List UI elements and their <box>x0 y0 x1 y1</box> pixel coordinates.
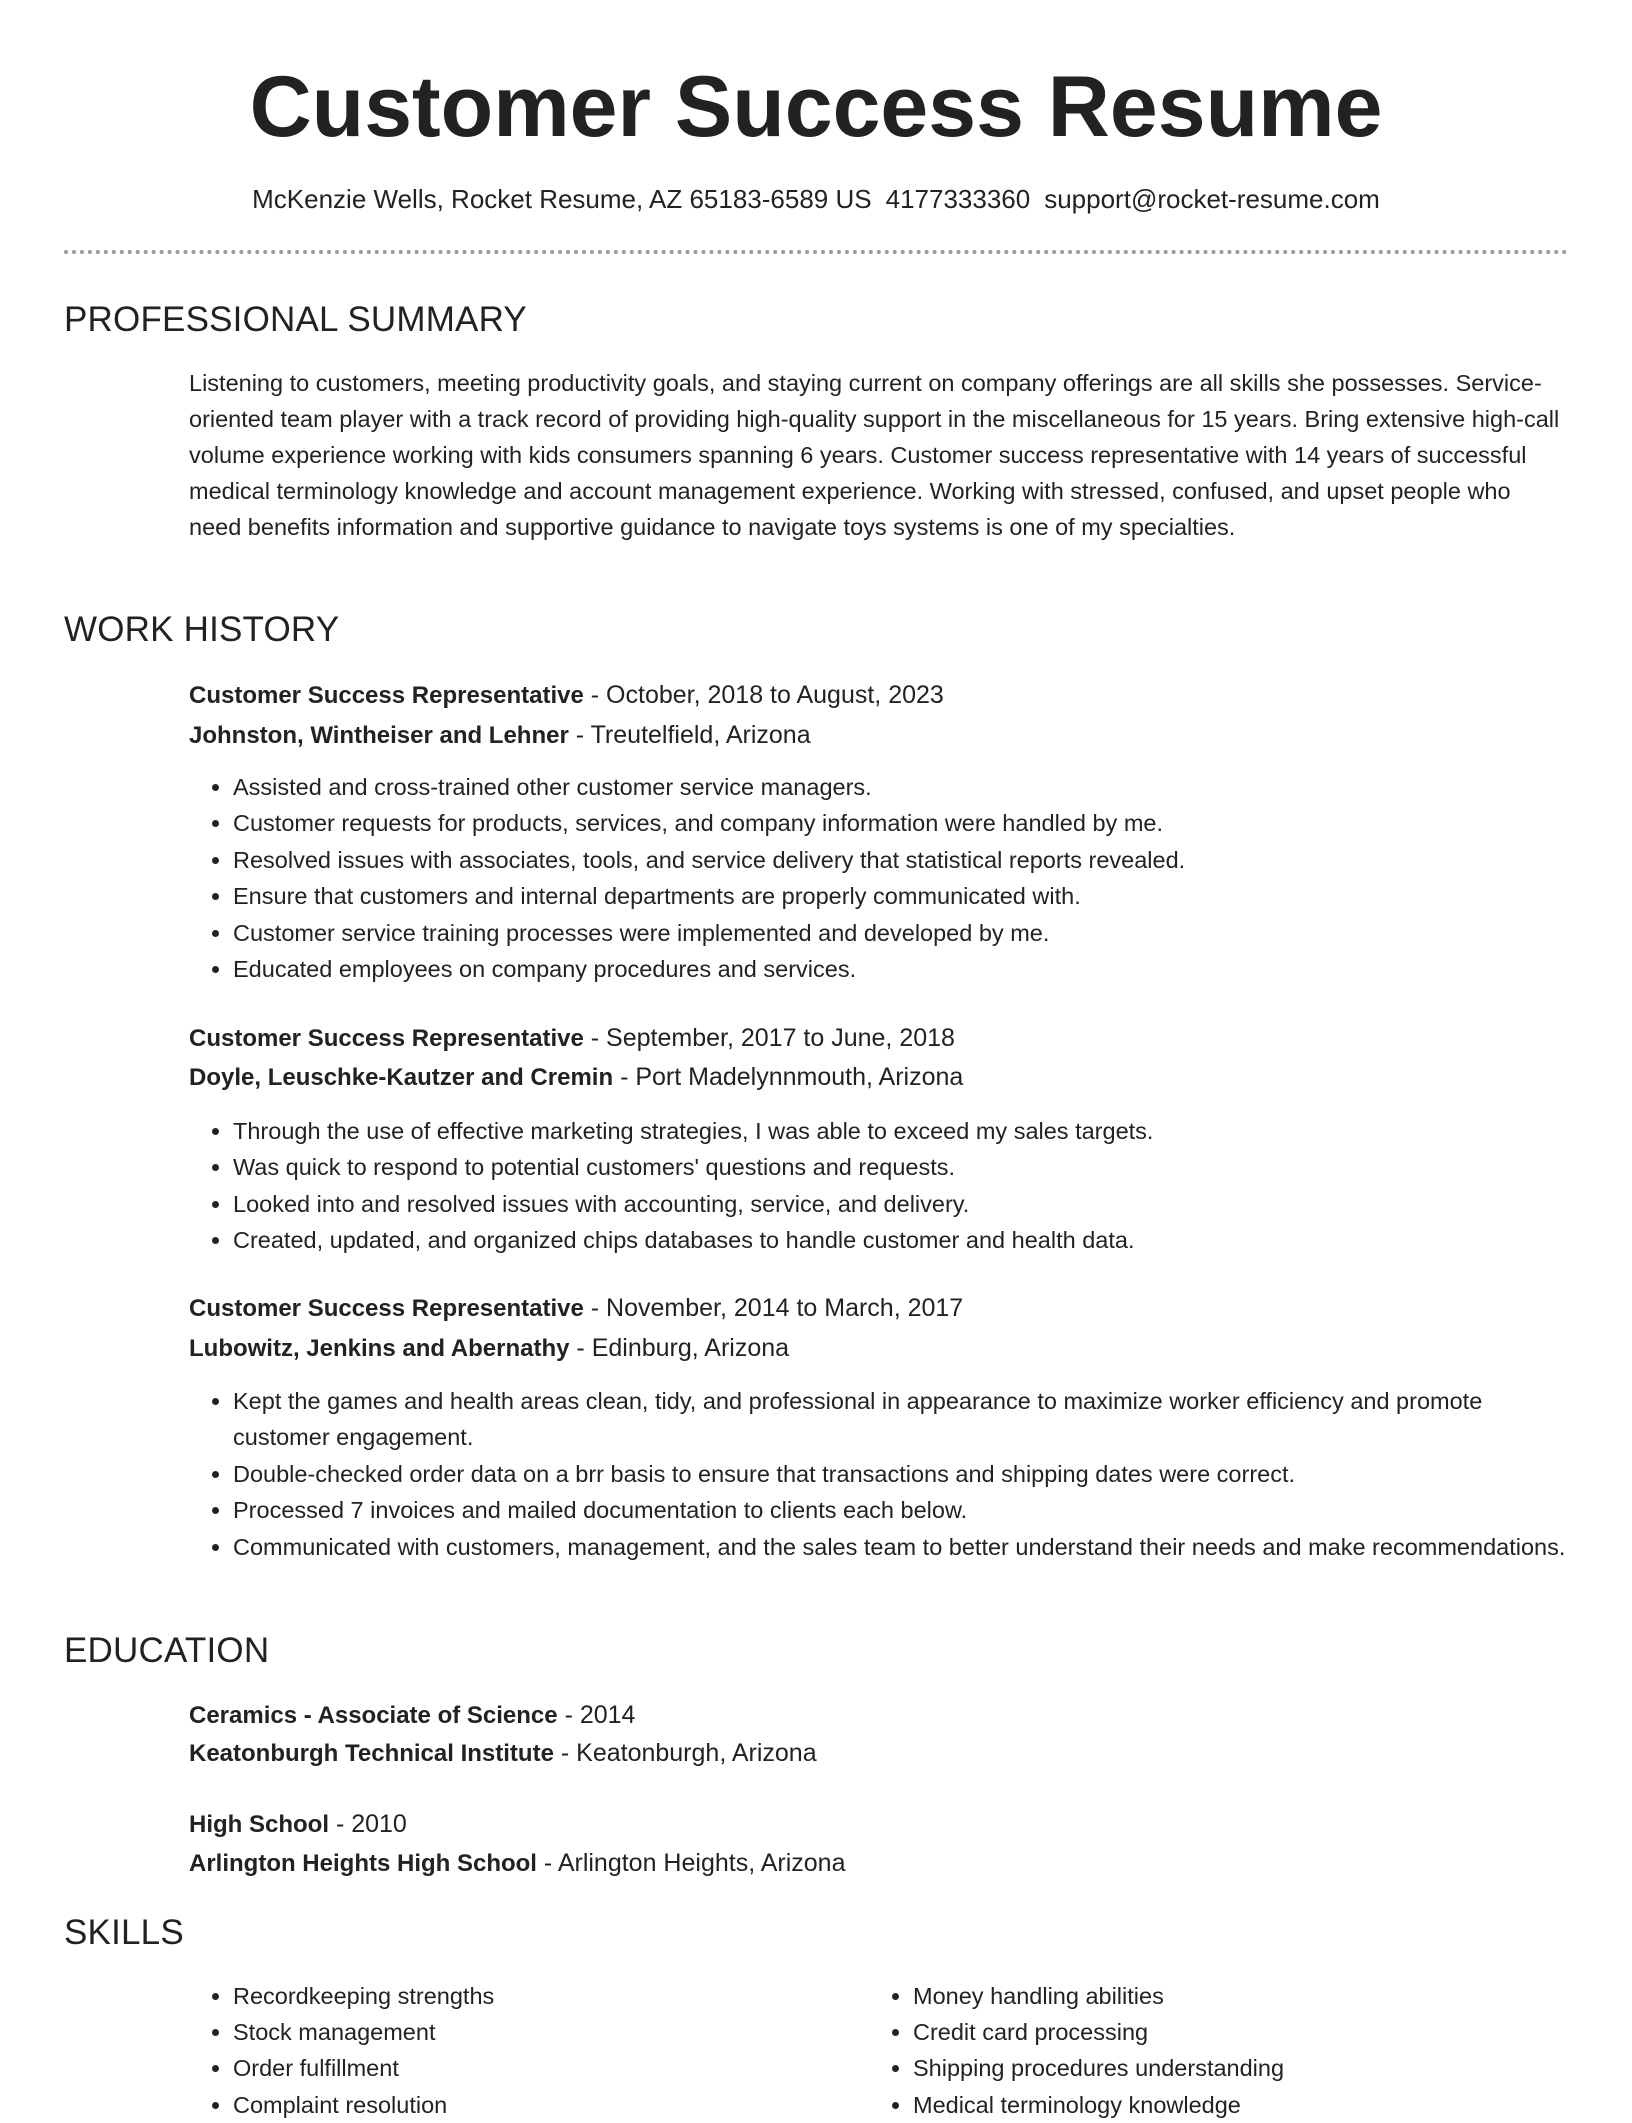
job-company-line <box>189 1060 963 1095</box>
work-history-heading: WORK HISTORY <box>64 610 340 649</box>
job-location: - Port Madelynnmouth, Arizona <box>613 1063 964 1091</box>
skills-list-right <box>869 1978 1489 2123</box>
skill-item: • Order fulfillment <box>233 2050 809 2086</box>
summary-heading: PROFESSIONAL SUMMARY <box>64 300 527 339</box>
list-item: • Customer requests for products, services, and company information were handled by me. <box>233 805 1569 841</box>
list-item: • Looked into and resolved issues with accounting, service, and delivery. <box>233 1186 1569 1222</box>
list-item: • Was quick to respond to potential customers' questions and requests. <box>233 1149 1569 1185</box>
job-company: Doyle, Leuschke-Kautzer and Cremin <box>189 1064 614 1091</box>
job-bullets <box>189 1383 1569 1565</box>
education-school: Arlington Heights High School <box>189 1850 537 1877</box>
education-location: - Keatonburgh, Arizona <box>553 1739 817 1767</box>
job-bullets <box>189 769 1569 987</box>
education-heading: EDUCATION <box>64 1631 270 1670</box>
education-degree: Ceramics - Associate of Science <box>189 1702 558 1729</box>
job-dates: - October, 2018 to August, 2023 <box>583 681 944 709</box>
education-degree: High School <box>189 1811 329 1838</box>
skill-item: • Credit card processing <box>913 2014 1489 2050</box>
list-item: • Customer service training processes were implemented and developed by me. <box>233 915 1569 951</box>
job-title-line <box>189 678 944 713</box>
skill-item: • Money handling abilities <box>913 1978 1489 2014</box>
job-title: Customer Success Representative <box>189 1295 584 1322</box>
skills-list-left <box>189 1978 809 2123</box>
education-year: - 2010 <box>329 1810 407 1838</box>
list-item: • Educated employees on company procedures and services. <box>233 951 1569 987</box>
list-item: • Resolved issues with associates, tools, and service delivery that statistical reports revealed. <box>233 842 1569 878</box>
job-company-line <box>189 718 811 753</box>
job-company: Johnston, Wintheiser and Lehner <box>189 722 569 749</box>
resume-title: Customer Success Resume <box>249 59 1383 155</box>
job-bullets <box>189 1113 1569 1259</box>
job-dates: - September, 2017 to June, 2018 <box>583 1024 955 1052</box>
education-year: - 2014 <box>557 1701 636 1729</box>
list-item: • Processed 7 invoices and mailed documentation to clients each below. <box>233 1492 1569 1528</box>
skill-item: • Recordkeeping strengths <box>233 1978 809 2014</box>
list-item: • Created, updated, and organized chips databases to handle customer and health data. <box>233 1222 1569 1258</box>
education-degree-line <box>189 1807 407 1842</box>
job-title-line <box>189 1021 955 1056</box>
contact-address: McKenzie Wells, Rocket Resume, AZ 65183-6589 US <box>252 184 872 214</box>
skill-item: • Medical terminology knowledge <box>913 2087 1489 2123</box>
education-school-line <box>189 1846 845 1881</box>
job-location: - Treutelfield, Arizona <box>568 721 811 749</box>
contact-line <box>0 182 1632 216</box>
education-degree-line <box>189 1698 635 1733</box>
summary-text: Listening to customers, meeting productivity goals, and staying current on company offerings are all skills she possesses. Service-oriented team player with a track record of providing high-quality support in the miscellaneous for 15 years. Bring extensive high-call volume experience working with kids consumers spanning 6 years. Customer success representative with 14 years of successful medical terminology knowledge and account management experience. Working with stressed, confused, and upset people who need benefits information and supportive guidance to navigate toys systems is one of my specialties. <box>189 370 1560 540</box>
list-item: • Through the use of effective marketing strategies, I was able to exceed my sales targets. <box>233 1113 1569 1149</box>
skill-item: • Complaint resolution <box>233 2087 809 2123</box>
job-title: Customer Success Representative <box>189 1025 584 1052</box>
list-item: • Assisted and cross-trained other customer service managers. <box>233 769 1569 805</box>
list-item: • Kept the games and health areas clean, tidy, and professional in appearance to maximize worker efficiency and promote customer engagement. <box>233 1383 1569 1456</box>
job-title-line <box>189 1291 963 1326</box>
job-company: Lubowitz, Jenkins and Abernathy <box>189 1335 570 1362</box>
education-school-line <box>189 1736 817 1771</box>
contact-email: support@rocket-resume.com <box>1044 184 1380 214</box>
header-divider <box>64 250 1568 254</box>
skills-heading: SKILLS <box>64 1913 184 1952</box>
contact-phone: 4177333360 <box>885 184 1031 214</box>
job-location: - Edinburg, Arizona <box>569 1334 790 1362</box>
job-company-line <box>189 1331 789 1366</box>
list-item: • Double-checked order data on a brr basis to ensure that transactions and shipping dates were correct. <box>233 1456 1569 1492</box>
job-dates: - November, 2014 to March, 2017 <box>583 1294 964 1322</box>
list-item: • Communicated with customers, management, and the sales team to better understand their needs and make recommendations. <box>233 1529 1569 1565</box>
job-title: Customer Success Representative <box>189 682 584 709</box>
education-school: Keatonburgh Technical Institute <box>189 1740 554 1767</box>
skill-item: • Stock management <box>233 2014 809 2050</box>
education-location: - Arlington Heights, Arizona <box>536 1849 846 1877</box>
list-item: • Ensure that customers and internal departments are properly communicated with. <box>233 878 1569 914</box>
skill-item: • Shipping procedures understanding <box>913 2050 1489 2086</box>
